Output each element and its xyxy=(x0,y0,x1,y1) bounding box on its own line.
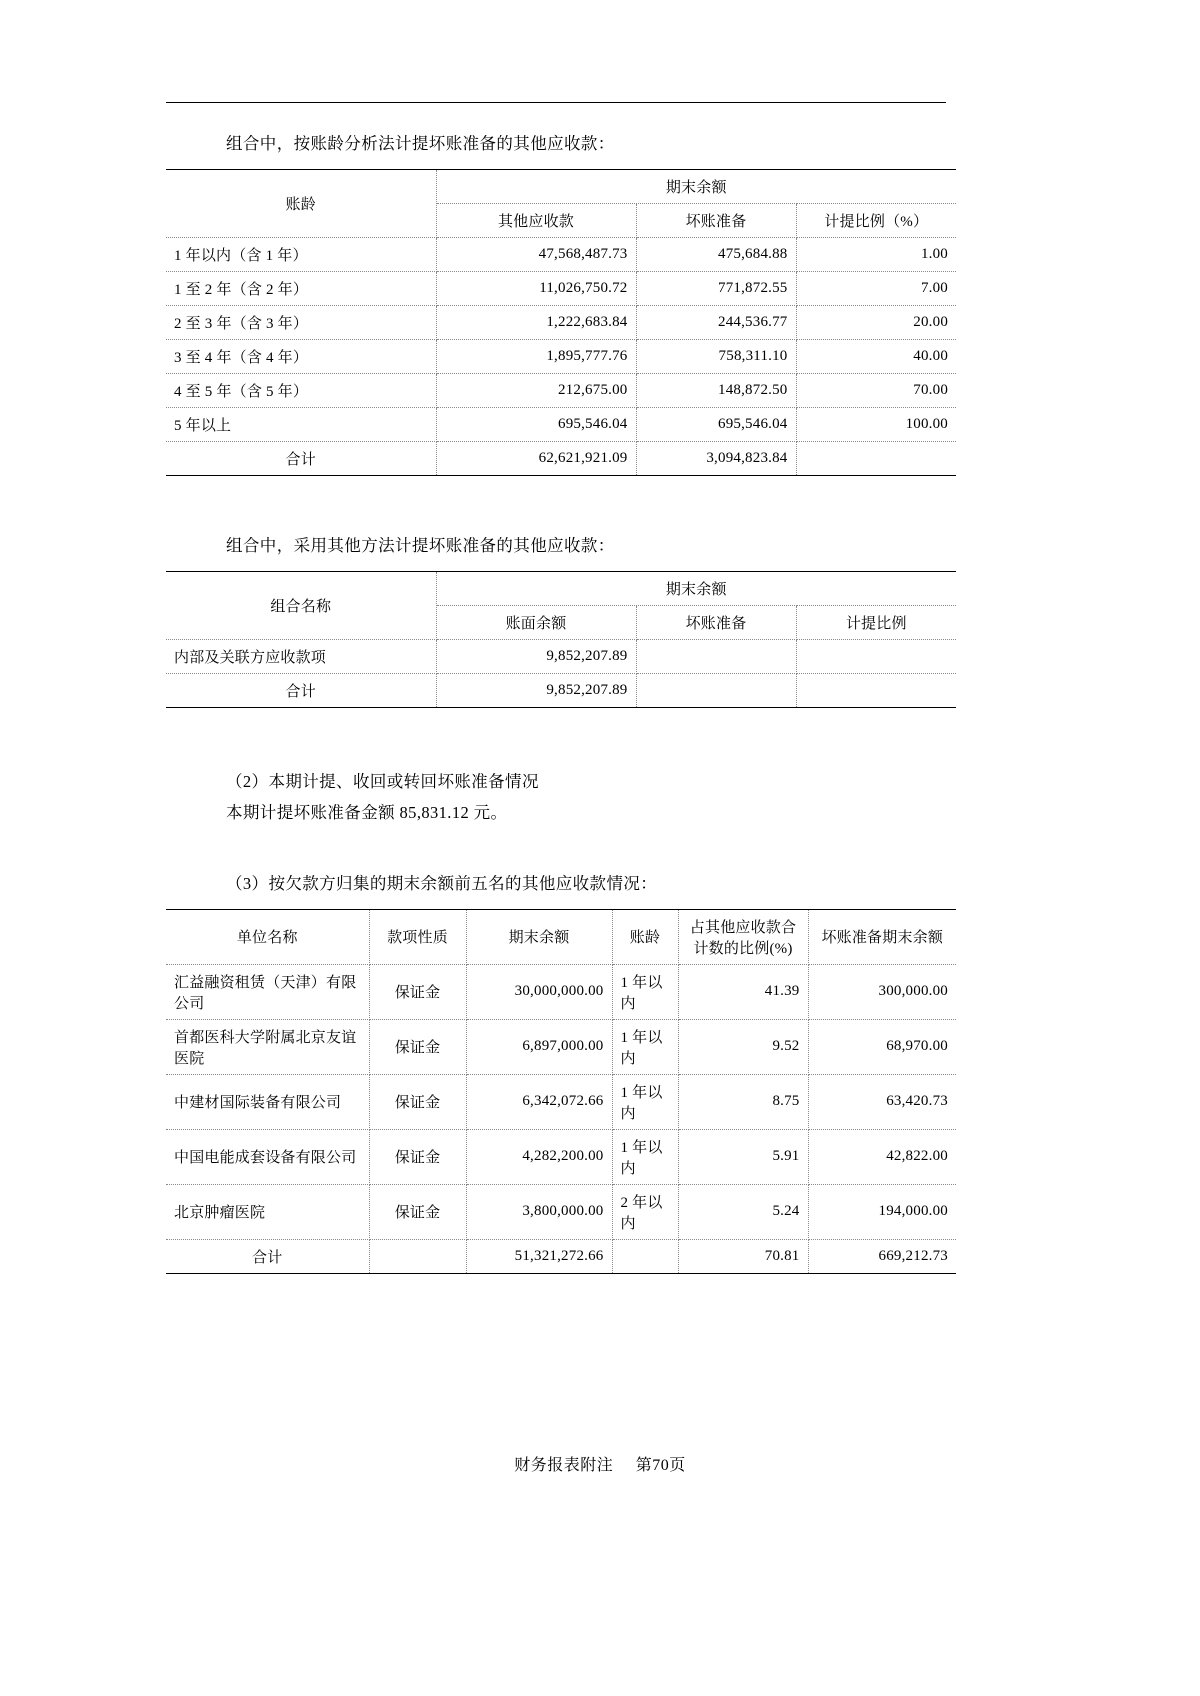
cell-unit-name: 中国电能成套设备有限公司 xyxy=(166,1129,369,1184)
header-aging: 账龄 xyxy=(166,170,436,238)
cell-provision: 194,000.00 xyxy=(808,1184,956,1239)
cell-aging: 1 年以内 xyxy=(612,1129,678,1184)
header-period-end-balance: 期末余额 xyxy=(436,170,956,204)
cell-nature: 保证金 xyxy=(369,964,466,1019)
cell-total-balance: 51,321,272.66 xyxy=(466,1239,612,1273)
section-b-heading: 组合中，采用其他方法计提坏账准备的其他应收款： xyxy=(226,535,615,555)
cell-aging: 1 至 2 年（含 2 年） xyxy=(166,271,436,305)
cell-balance: 6,897,000.00 xyxy=(466,1019,612,1074)
footer-page-number: 第70页 xyxy=(635,1457,686,1474)
section-d-heading: （3）按欠款方归集的期末余额前五名的其他应收款情况： xyxy=(226,874,658,894)
table-row xyxy=(166,339,956,373)
cell-aging: 3 至 4 年（含 4 年） xyxy=(166,339,436,373)
aging-analysis-table xyxy=(166,170,956,475)
cell-unit-name: 中建材国际装备有限公司 xyxy=(166,1074,369,1129)
cell-aging: 5 年以上 xyxy=(166,407,436,441)
cell-total-nature xyxy=(369,1239,466,1273)
cell-ratio: 8.75 xyxy=(678,1074,808,1129)
cell-ratio: 40.00 xyxy=(796,339,956,373)
cell-unit-name: 北京肿瘤医院 xyxy=(166,1184,369,1239)
cell-nature: 保证金 xyxy=(369,1074,466,1129)
cell-ratio: 1.00 xyxy=(796,237,956,271)
header-provision-ratio: 计提比例（%） xyxy=(796,203,956,237)
header-nature: 款项性质 xyxy=(369,910,466,965)
cell-ratio: 7.00 xyxy=(796,271,956,305)
cell-balance: 4,282,200.00 xyxy=(466,1129,612,1184)
cell-ratio: 9.52 xyxy=(678,1019,808,1074)
table-row xyxy=(166,373,956,407)
cell-total-ratio: 70.81 xyxy=(678,1239,808,1273)
cell-provision: 244,536.77 xyxy=(636,305,796,339)
section-c-heading: （2）本期计提、收回或转回坏账准备情况 xyxy=(226,771,539,791)
table-row xyxy=(166,1019,956,1074)
page-footer xyxy=(0,1452,1200,1475)
header-bad-debt-provision: 坏账准备 xyxy=(636,605,796,639)
cell-aging: 2 至 3 年（含 3 年） xyxy=(166,305,436,339)
table-total-row xyxy=(166,673,956,707)
cell-total-ratio xyxy=(796,441,956,475)
header-book-balance: 账面余额 xyxy=(436,605,636,639)
other-method-table xyxy=(166,572,956,707)
header-bad-debt-provision: 坏账准备 xyxy=(636,203,796,237)
cell-unit-name: 汇益融资租赁（天津）有限公司 xyxy=(166,964,369,1019)
cell-other: 1,895,777.76 xyxy=(436,339,636,373)
table-row xyxy=(166,237,956,271)
cell-total-provision: 3,094,823.84 xyxy=(636,441,796,475)
cell-aging: 1 年以内 xyxy=(612,964,678,1019)
cell-provision: 771,872.55 xyxy=(636,271,796,305)
section-a-heading: 组合中，按账龄分析法计提坏账准备的其他应收款： xyxy=(226,134,615,153)
page-content xyxy=(166,132,956,1274)
top-five-table-wrapper xyxy=(166,909,956,1274)
cell-other: 695,546.04 xyxy=(436,407,636,441)
header-other-receivables: 其他应收款 xyxy=(436,203,636,237)
header-provision-ratio: 计提比例 xyxy=(796,605,956,639)
table-row xyxy=(166,964,956,1019)
cell-nature: 保证金 xyxy=(369,1129,466,1184)
header-period-end-balance: 期末余额 xyxy=(466,910,612,965)
cell-ratio: 20.00 xyxy=(796,305,956,339)
header-unit-name: 单位名称 xyxy=(166,910,369,965)
header-period-end-balance: 期末余额 xyxy=(436,572,956,606)
cell-ratio: 5.24 xyxy=(678,1184,808,1239)
cell-total-label: 合计 xyxy=(166,441,436,475)
table-total-row xyxy=(166,441,956,475)
table-row xyxy=(166,1074,956,1129)
cell-aging: 2 年以内 xyxy=(612,1184,678,1239)
cell-ratio: 5.91 xyxy=(678,1129,808,1184)
cell-provision: 63,420.73 xyxy=(808,1074,956,1129)
table-row xyxy=(166,407,956,441)
cell-aging: 1 年以内 xyxy=(612,1019,678,1074)
cell-ratio: 70.00 xyxy=(796,373,956,407)
cell-provision: 758,311.10 xyxy=(636,339,796,373)
cell-provision xyxy=(636,639,796,673)
cell-aging: 1 年以内 xyxy=(612,1074,678,1129)
cell-provision: 148,872.50 xyxy=(636,373,796,407)
table-header-row xyxy=(166,170,956,204)
section-c-paragraph: 本期计提坏账准备金额 85,831.12 元。 xyxy=(226,802,508,822)
cell-provision: 68,970.00 xyxy=(808,1019,956,1074)
cell-provision: 300,000.00 xyxy=(808,964,956,1019)
cell-balance: 30,000,000.00 xyxy=(466,964,612,1019)
cell-balance: 6,342,072.66 xyxy=(466,1074,612,1129)
header-divider xyxy=(166,102,946,103)
header-provision-end-balance: 坏账准备期末余额 xyxy=(808,910,956,965)
table-row xyxy=(166,1129,956,1184)
other-method-table-wrapper xyxy=(166,571,956,708)
cell-other: 212,675.00 xyxy=(436,373,636,407)
cell-ratio: 41.39 xyxy=(678,964,808,1019)
cell-total-book: 9,852,207.89 xyxy=(436,673,636,707)
table-header-row xyxy=(166,572,956,606)
cell-total-label: 合计 xyxy=(166,673,436,707)
table-row xyxy=(166,305,956,339)
header-group-name: 组合名称 xyxy=(166,572,436,640)
cell-ratio: 100.00 xyxy=(796,407,956,441)
spacer xyxy=(166,476,956,534)
cell-total-ratio xyxy=(796,673,956,707)
cell-other: 11,026,750.72 xyxy=(436,271,636,305)
cell-total-provision: 669,212.73 xyxy=(808,1239,956,1273)
spacer xyxy=(166,828,956,872)
cell-nature: 保证金 xyxy=(369,1019,466,1074)
cell-other: 47,568,487.73 xyxy=(436,237,636,271)
spacer xyxy=(166,708,956,766)
cell-total-provision xyxy=(636,673,796,707)
aging-table-wrapper xyxy=(166,169,956,476)
cell-total-other: 62,621,921.09 xyxy=(436,441,636,475)
header-aging: 账龄 xyxy=(612,910,678,965)
footer-label: 财务报表附注 xyxy=(514,1457,614,1474)
cell-total-aging xyxy=(612,1239,678,1273)
cell-nature: 保证金 xyxy=(369,1184,466,1239)
cell-book-balance: 9,852,207.89 xyxy=(436,639,636,673)
cell-provision: 42,822.00 xyxy=(808,1129,956,1184)
cell-aging: 4 至 5 年（含 5 年） xyxy=(166,373,436,407)
cell-provision: 475,684.88 xyxy=(636,237,796,271)
table-total-row xyxy=(166,1239,956,1273)
table-row xyxy=(166,1184,956,1239)
table-header-row xyxy=(166,910,956,965)
cell-unit-name: 首都医科大学附属北京友谊医院 xyxy=(166,1019,369,1074)
header-ratio-of-total: 占其他应收款合计数的比例(%) xyxy=(678,910,808,965)
cell-ratio xyxy=(796,639,956,673)
table-row xyxy=(166,271,956,305)
table-row xyxy=(166,639,956,673)
cell-total-label: 合计 xyxy=(166,1239,369,1273)
top-five-receivables-table xyxy=(166,910,956,1273)
cell-group-name: 内部及关联方应收款项 xyxy=(166,639,436,673)
cell-other: 1,222,683.84 xyxy=(436,305,636,339)
cell-balance: 3,800,000.00 xyxy=(466,1184,612,1239)
cell-provision: 695,546.04 xyxy=(636,407,796,441)
cell-aging: 1 年以内（含 1 年） xyxy=(166,237,436,271)
